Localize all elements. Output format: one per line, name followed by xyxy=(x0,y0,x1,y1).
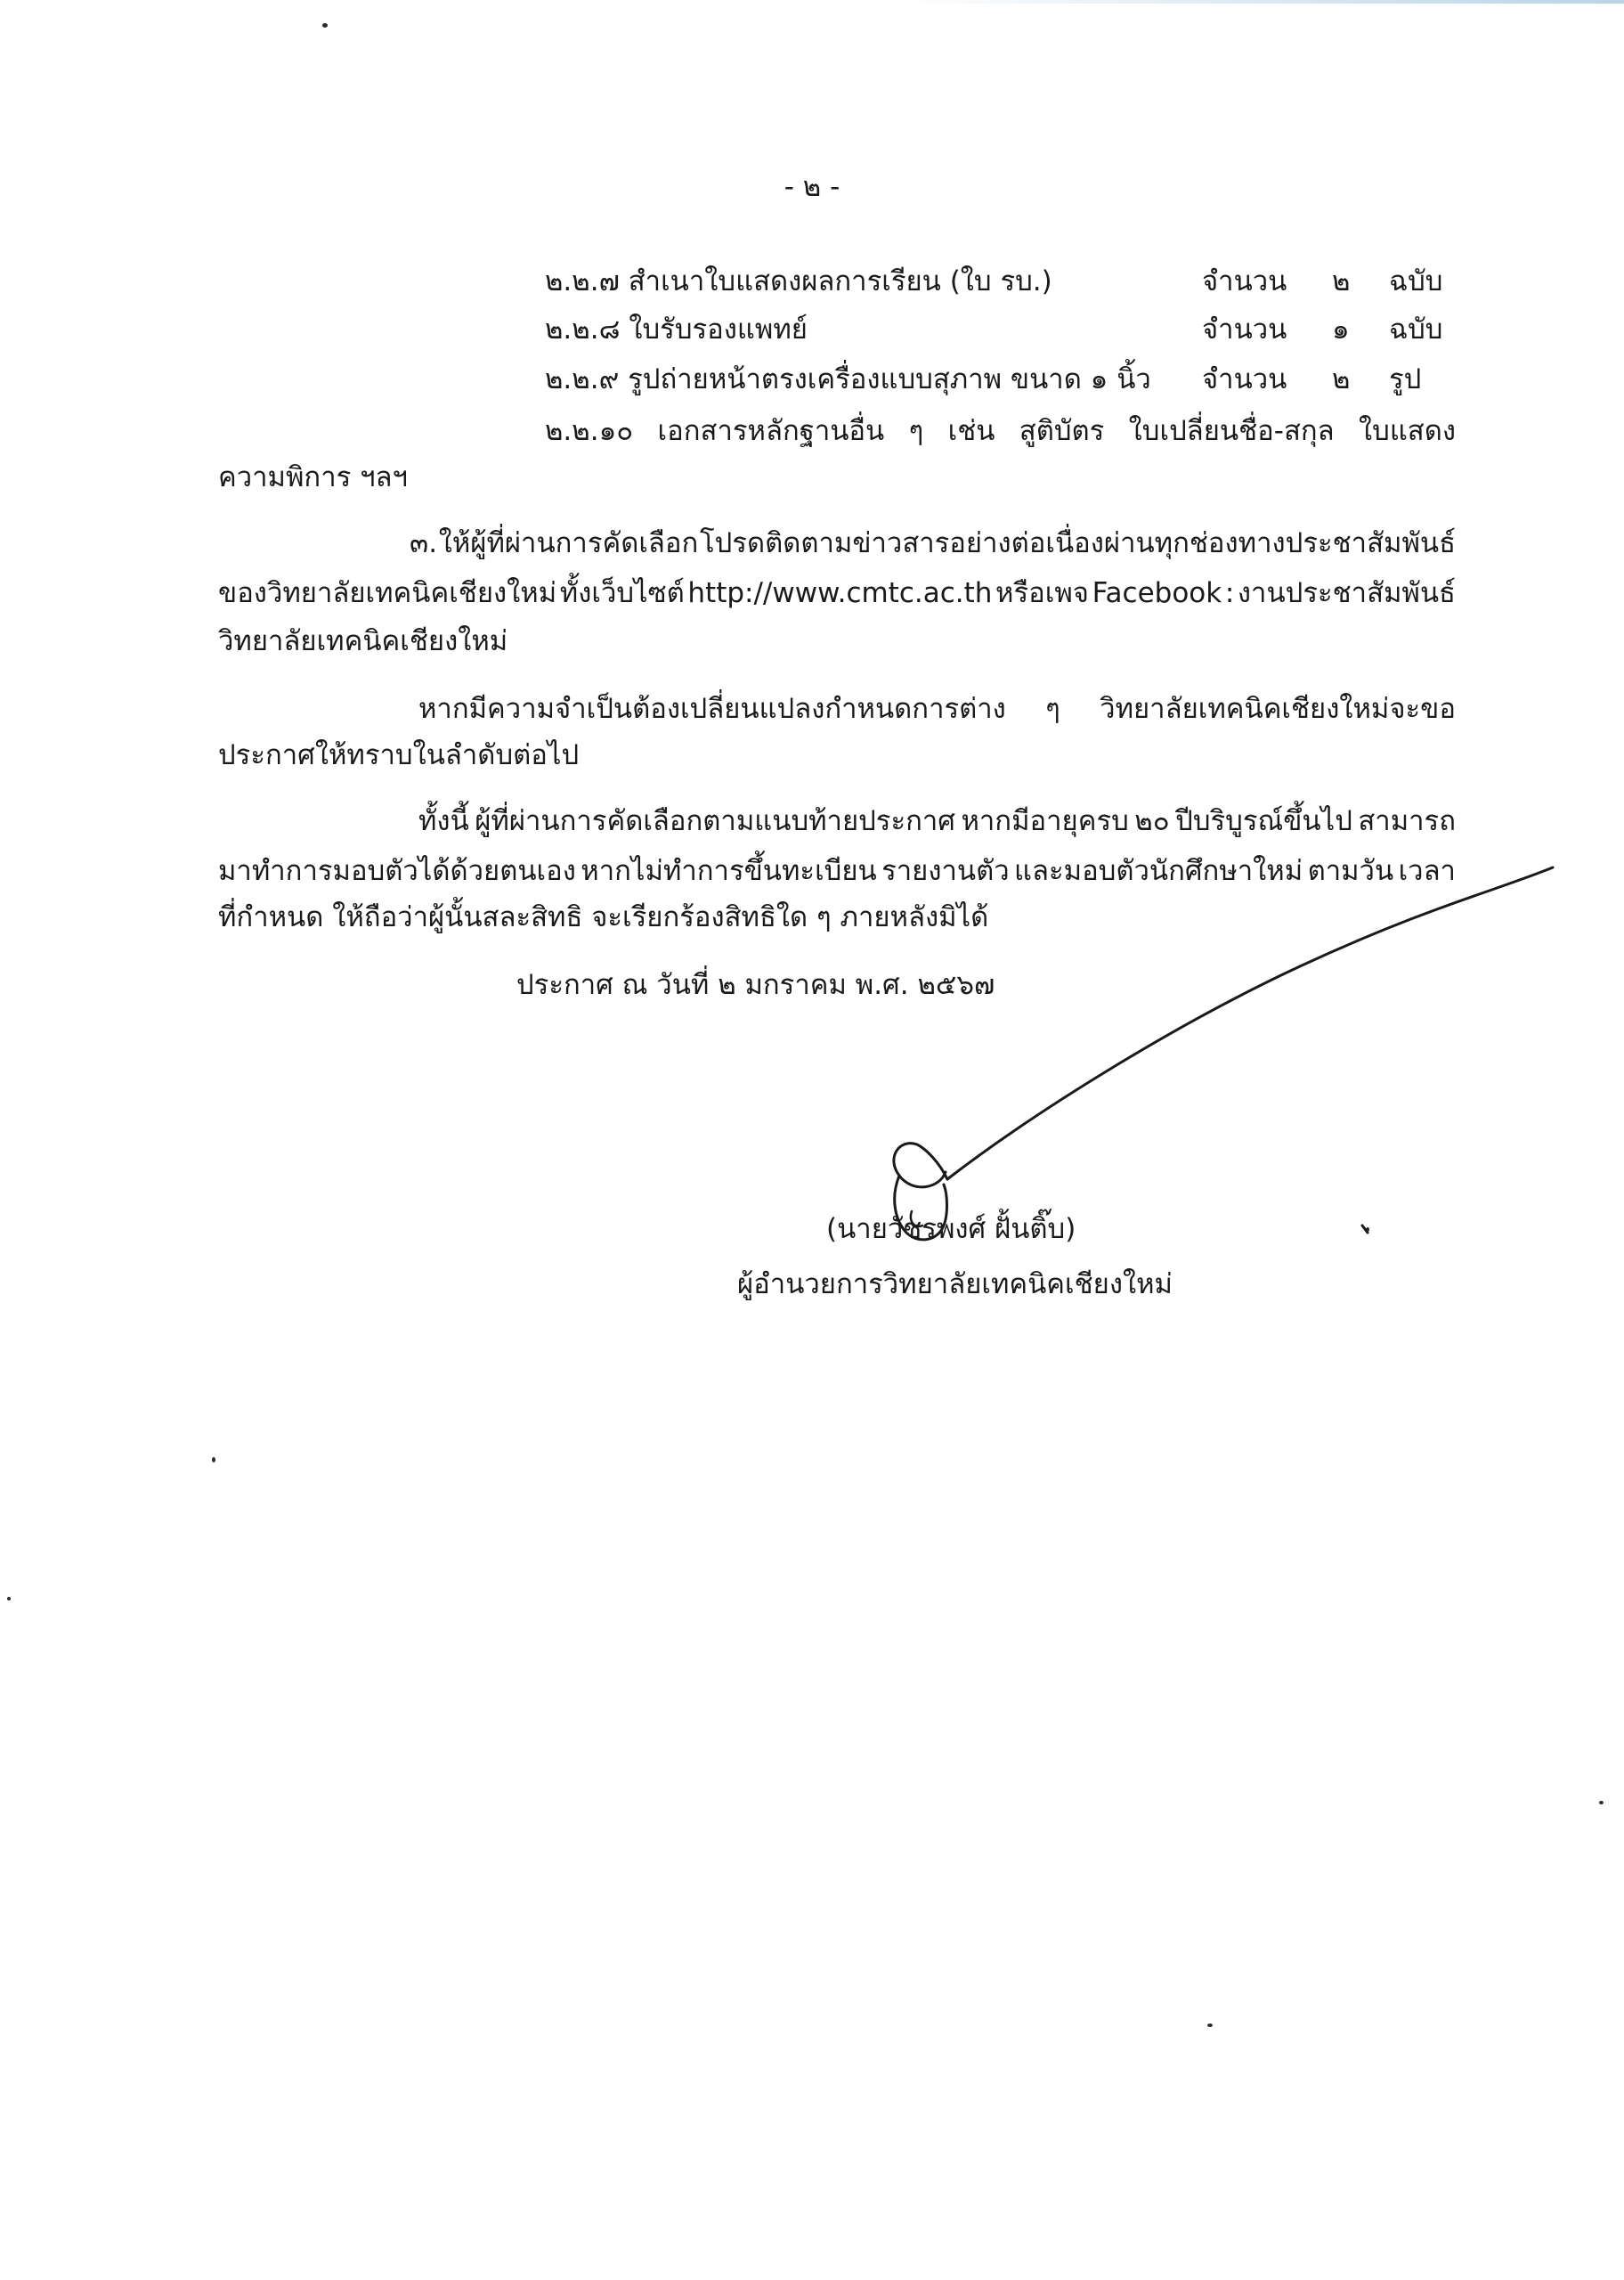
announcement-date: ประกาศ ณ วันที่ ๒ มกราคม พ.ศ. ๒๕๖๗ xyxy=(516,969,995,1001)
quantity-unit: รูป xyxy=(1389,363,1422,395)
scan-edge xyxy=(0,0,1624,4)
word: หากไม่ทำการขึ้นทะเบียน xyxy=(581,855,877,887)
word: ตามวัน xyxy=(1307,855,1394,887)
signer-name: (นายวัชรพงศ์ ฝั้นติ๊บ) xyxy=(826,1213,1076,1245)
paragraph-change-line-2: ประกาศให้ทราบในลำดับต่อไป xyxy=(218,739,580,771)
item-number: ๒.๒.๗ xyxy=(545,265,620,297)
word: รายงานตัว xyxy=(881,855,1010,887)
word: ใบเปลี่ยนชื่อ-สกุล xyxy=(1128,415,1335,447)
word: ทั้งเว็บไซต์ xyxy=(559,577,685,609)
word: วิทยาลัยเทคนิคเชียงใหม่จะขอ xyxy=(1100,693,1456,725)
quantity-unit: ฉบับ xyxy=(1389,314,1443,346)
word: งานประชาสัมพันธ์ xyxy=(1237,577,1456,609)
scan-speck xyxy=(1366,1227,1369,1232)
item-number: ๒.๒.๑๐ xyxy=(545,415,634,447)
word: โปรดติดตามข่าวสารอย่างต่อเนื่องผ่านทุกช่องทางประชาสัมพันธ์ xyxy=(699,527,1456,559)
quantity-label: จำนวน xyxy=(1202,265,1287,297)
quantity-value: ๒ xyxy=(1332,265,1351,297)
word: : xyxy=(1224,577,1235,609)
item-text: ใบรับรองแพทย์ xyxy=(629,314,808,346)
paragraph-3-line-3: วิทยาลัยเทคนิคเชียงใหม่ xyxy=(218,625,508,657)
paragraph-3-line-1 xyxy=(410,525,1456,561)
word: Facebook xyxy=(1092,577,1222,609)
word: หรือเพจ xyxy=(995,577,1089,609)
list-item xyxy=(545,312,808,347)
item-text: รูปถ่ายหน้าตรงเครื่องแบบสุภาพ ขนาด ๑ นิ้ว xyxy=(628,363,1151,395)
paragraph-age-line-1 xyxy=(418,803,1456,839)
paragraph-3-line-2 xyxy=(218,575,1456,611)
word: สูติบัตร xyxy=(1019,415,1105,447)
word: ปีบริบูรณ์ขึ้นไป xyxy=(1175,805,1352,837)
page-number: - ๒ - xyxy=(784,171,840,203)
paragraph-age-line-2 xyxy=(218,853,1456,889)
word: ของวิทยาลัยเทคนิคเชียงใหม่ xyxy=(218,577,557,609)
item-10-line-1 xyxy=(545,413,1456,449)
word: สามารถ xyxy=(1358,805,1456,837)
item-number: ๒.๒.๙ xyxy=(545,363,620,395)
scan-speck xyxy=(212,1457,215,1462)
word: ๆ xyxy=(1045,693,1060,725)
paragraph-change-line-1 xyxy=(418,691,1456,727)
word: เวลา xyxy=(1398,855,1456,887)
list-item xyxy=(545,362,1151,397)
quantity-unit: ฉบับ xyxy=(1389,265,1443,297)
item-10-line-2: ความพิการ ฯลฯ xyxy=(218,461,408,493)
word: มาทำการมอบตัวได้ด้วยตนเอง xyxy=(218,855,576,887)
paragraph-age-line-3: ที่กำหนด ให้ถือว่าผู้นั้นสละสิทธิ จะเรียกร้องสิทธิใด ๆ ภายหลังมิได้ xyxy=(218,901,989,933)
scan-speck xyxy=(1599,1801,1604,1804)
quantity-label: จำนวน xyxy=(1202,314,1287,346)
word: ให้ผู้ที่ผ่านการคัดเลือก xyxy=(438,527,699,559)
scan-speck xyxy=(1207,2024,1213,2027)
quantity-value: ๑ xyxy=(1332,314,1350,346)
scan-speck xyxy=(322,23,328,28)
website-url: http://www.cmtc.ac.th xyxy=(687,577,993,609)
word: เช่น xyxy=(947,415,995,447)
word: และมอบตัวนักศึกษาใหม่ xyxy=(1014,855,1303,887)
item-text: สำเนาใบแสดงผลการเรียน (ใบ รบ.) xyxy=(628,265,1052,297)
word: เอกสารหลักฐานอื่น xyxy=(657,415,885,447)
word: ๆ xyxy=(908,415,924,447)
word: หากมีความจำเป็นต้องเปลี่ยนแปลงกำหนดการต่าง xyxy=(418,693,1006,725)
scan-speck xyxy=(7,1597,11,1600)
signer-title: ผู้อำนวยการวิทยาลัยเทคนิคเชียงใหม่ xyxy=(737,1268,1173,1300)
word: ผู้ที่ผ่านการคัดเลือกตามแนบท้ายประกาศ xyxy=(475,805,955,837)
word: ทั้งนี้ xyxy=(418,805,469,837)
word: ๒๐ xyxy=(1134,805,1170,837)
word: ๓. xyxy=(410,527,438,559)
quantity-label: จำนวน xyxy=(1202,363,1287,395)
list-item xyxy=(545,264,1052,299)
quantity-value: ๒ xyxy=(1332,363,1351,395)
word: หากมีอายุครบ xyxy=(961,805,1129,837)
item-number: ๒.๒.๘ xyxy=(545,314,621,346)
word: ใบแสดง xyxy=(1359,415,1456,447)
